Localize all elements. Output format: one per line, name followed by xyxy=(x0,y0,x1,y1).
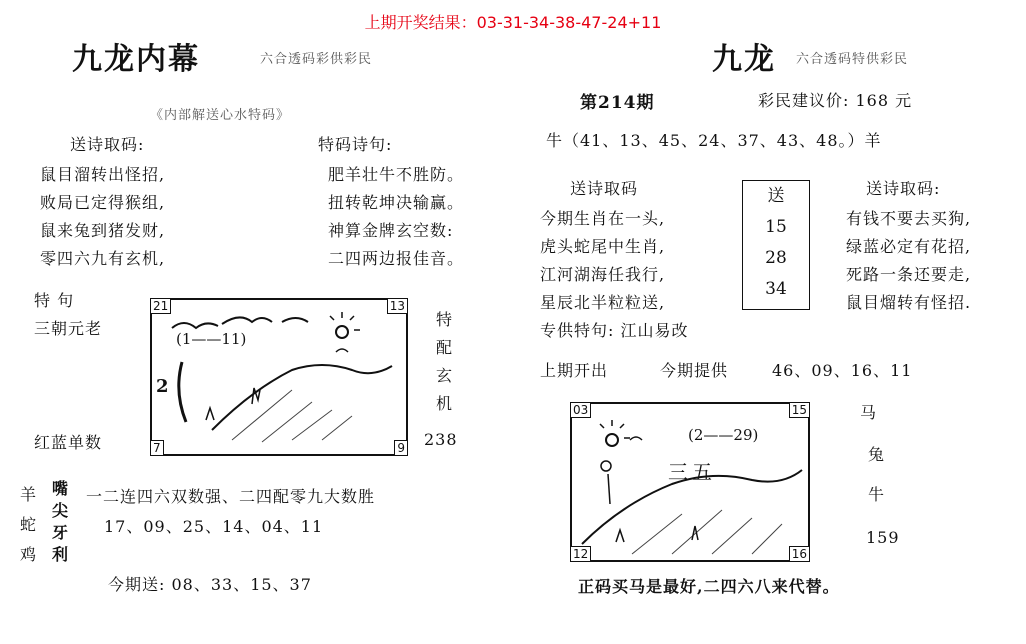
left-poem-left-4: 零四六九有玄机, xyxy=(40,249,166,268)
right-corner-tr: 15 xyxy=(789,402,810,418)
right-poem-left-4: 星辰北半粒粒送, xyxy=(540,293,666,312)
send-number-box xyxy=(742,180,810,310)
right-title-sub: 六合透码特供彩民 xyxy=(796,52,909,67)
left-subtitle: 《内部解送心水特码》 xyxy=(150,108,291,123)
left-line-3: 今期送: 08、33、15、37 xyxy=(108,575,312,594)
left-title: 九龙内幕 xyxy=(72,42,200,77)
right-corner-br: 16 xyxy=(789,546,810,562)
last-out-label: 上期开出 xyxy=(540,361,609,380)
right-corner-tl: 03 xyxy=(570,402,591,418)
left-corner-bl: 7 xyxy=(150,440,164,456)
right-poem-right-1: 有钱不要去买狗, xyxy=(846,209,972,228)
right-poem-head-right: 送诗取码: xyxy=(866,179,941,198)
left-vertical-text: 特 配 玄 机 xyxy=(435,310,452,413)
left-poem-right-4: 二四两边报佳音。 xyxy=(328,249,465,268)
label-sanchao: 三朝元老 xyxy=(34,319,103,338)
issue-number: 第214期 xyxy=(580,93,655,113)
mouth-vertical: 嘴 尖 牙 利 xyxy=(51,479,68,564)
right-poem-left-2: 虎头蛇尾中生肖, xyxy=(540,237,666,256)
landscape-drawing-icon xyxy=(152,300,406,454)
left-title-sub: 六合透码彩供彩民 xyxy=(260,52,373,67)
num-159: 159 xyxy=(866,528,900,547)
left-poem-left-3: 鼠来兔到猪发财, xyxy=(40,221,166,240)
right-bottom-line: 正码买马是最好,二四六八来代替。 xyxy=(578,577,840,596)
right-drawing-box xyxy=(570,402,810,562)
right-poem-right-2: 绿蓝必定有花招, xyxy=(846,237,972,256)
right-drawing-text: (2——29) xyxy=(688,426,759,444)
right-poem-left-1: 今期生肖在一头, xyxy=(540,209,666,228)
zodiac-right-2: 兔 xyxy=(868,445,886,464)
right-poem-head-left: 送诗取码 xyxy=(570,179,639,198)
label-hongla: 红蓝单数 xyxy=(34,433,103,452)
this-offer-label: 今期提供 xyxy=(660,361,729,380)
right-title: 九龙 xyxy=(712,42,776,77)
special-sentence: 专供特句: 江山易改 xyxy=(540,321,689,340)
right-poem-left-3: 江河湖海任我行, xyxy=(540,265,666,284)
left-poem-right-2: 扭转乾坤决输赢。 xyxy=(328,193,465,212)
left-poem-right-3: 神算金牌玄空数: xyxy=(328,221,454,240)
left-poem-right-1: 肥羊壮牛不胜防。 xyxy=(328,165,465,184)
send-num-2: 28 xyxy=(765,248,787,268)
zodiac-right-1: 马 xyxy=(860,403,878,422)
right-corner-bl: 12 xyxy=(570,546,591,562)
left-poem-left-2: 败局已定得猴组, xyxy=(40,193,166,212)
left-line-1: 一二连四六双数强、二四配零九大数胜 xyxy=(86,487,376,506)
last-result-banner: 上期开奖结果：03-31-34-38-47-24+11 xyxy=(364,13,662,32)
send-label: 送 xyxy=(767,186,785,206)
num-238: 238 xyxy=(424,430,458,449)
left-drawing-text: (1——11) xyxy=(176,330,247,348)
right-poem-right-3: 死路一条还要走, xyxy=(846,265,972,284)
right-drawing-chars: 三五 xyxy=(668,460,716,484)
zodiac-right-3: 牛 xyxy=(868,485,886,504)
left-line-2: 17、09、25、14、04、11 xyxy=(104,517,324,536)
left-corner-tr: 13 xyxy=(387,298,408,314)
send-num-1: 15 xyxy=(765,217,787,237)
left-poem-head-right: 特码诗句: xyxy=(318,135,393,154)
niu-line: 牛（41、13、45、24、37、43、48。）羊 xyxy=(546,131,882,150)
left-drawing-num: 2 xyxy=(156,376,169,397)
send-num-3: 34 xyxy=(765,279,787,299)
offer-numbers: 46、09、16、11 xyxy=(772,361,913,380)
left-corner-br: 9 xyxy=(394,440,408,456)
label-teju: 特 句 xyxy=(34,291,75,310)
left-poem-left-1: 鼠目溜转出怪招, xyxy=(40,165,166,184)
right-poem-right-4: 鼠目熘转有怪招. xyxy=(846,293,972,312)
left-poem-head-left: 送诗取码: xyxy=(70,135,145,154)
left-drawing-box xyxy=(150,298,408,456)
left-corner-tl: 21 xyxy=(150,298,171,314)
zodiac-vertical: 羊 蛇 鸡 xyxy=(19,485,36,564)
suggested-price: 彩民建议价: 168 元 xyxy=(758,91,913,110)
